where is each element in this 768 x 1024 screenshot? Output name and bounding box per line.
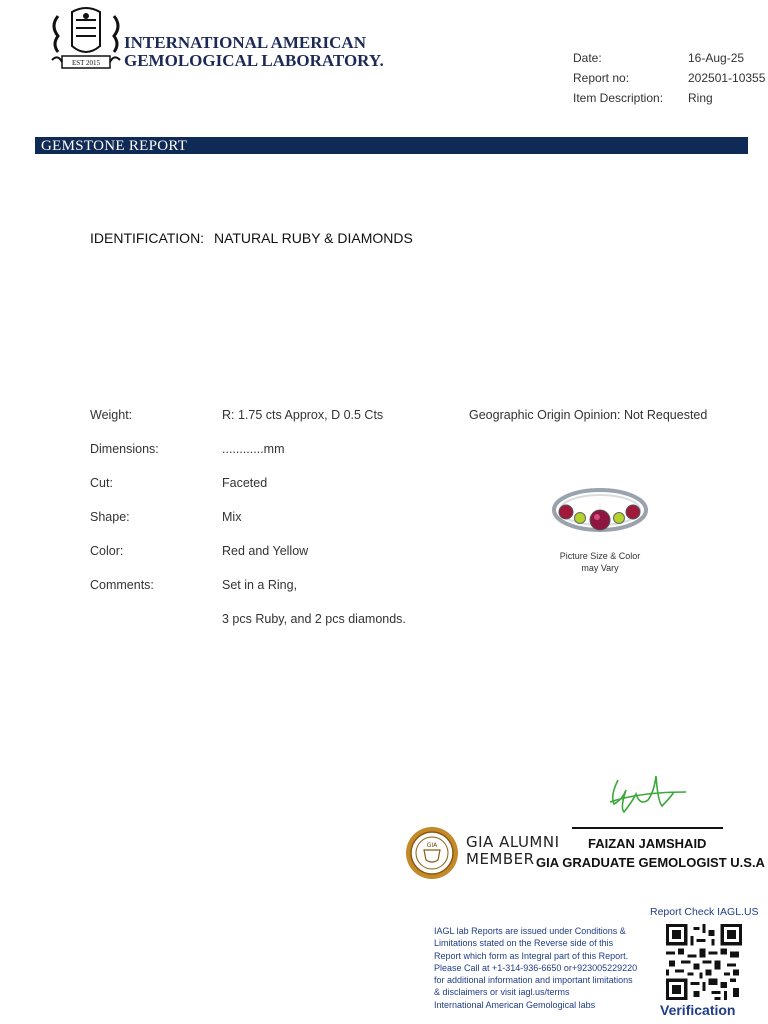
- identification-value: NATURAL RUBY & DIAMONDS: [213, 230, 413, 246]
- disclaimer: [434, 925, 659, 1011]
- qr-code[interactable]: [666, 924, 742, 1000]
- meta-key: Report no:: [573, 71, 630, 85]
- gia-badge-text: GIA: [426, 842, 438, 849]
- meta-key: Item Description:: [573, 91, 664, 105]
- disclaimer-line: for additional information and important limitations: [434, 975, 633, 986]
- disclaimer-line: Please Call at +1-314-936-6650 or+923005229220: [434, 962, 638, 973]
- meta-row-item-description: [573, 88, 765, 108]
- disclaimer-line: IAGL lab Reports are issued under Conditions &: [434, 926, 626, 936]
- identification-label: IDENTIFICATION:: [90, 230, 205, 246]
- banner-title: GEMSTONE REPORT: [41, 138, 188, 154]
- meta-value: 202501-10355: [688, 71, 766, 85]
- geographic-origin: Geographic Origin Opinion: Not Requested: [469, 408, 708, 422]
- signer-name: FAIZAN JAMSHAID: [588, 836, 707, 851]
- disclaimer-line: International American Gemological labs: [434, 999, 596, 1010]
- property-value: ............mm: [222, 442, 285, 456]
- property-value: Faceted: [222, 476, 268, 490]
- property-label: Shape:: [90, 510, 130, 524]
- gia-alumni-badge-icon: [405, 826, 459, 880]
- property-value: Mix: [222, 510, 242, 524]
- signer-title: GIA GRADUATE GEMOLOGIST U.S.A: [536, 855, 765, 870]
- lab-name-line2: GEMOLOGICAL LABORATORY.: [124, 51, 384, 70]
- disclaimer-line: Report which form as Integral part of this Report.: [434, 950, 629, 961]
- property-label: Cut:: [90, 476, 113, 490]
- report-meta: [573, 48, 765, 108]
- property-label: Weight:: [90, 408, 133, 422]
- property-value: R: 1.75 cts Approx, D 0.5 Cts: [222, 408, 384, 422]
- property-value: 3 pcs Ruby, and 2 pcs diamonds.: [222, 612, 406, 626]
- property-value: Red and Yellow: [222, 544, 309, 558]
- lab-name-line1: INTERNATIONAL AMERICAN: [124, 33, 366, 52]
- property-label: Color:: [90, 544, 124, 558]
- gia-line1: GIA ALUMNI: [466, 833, 560, 851]
- verification-label: Verification: [660, 1002, 736, 1018]
- meta-key: Date:: [573, 51, 602, 65]
- disclaimer-line: Limitations stated on the Reverse side of this: [434, 938, 614, 949]
- meta-value: 16-Aug-25: [688, 51, 745, 65]
- picture-note-line2: may Vary: [581, 563, 619, 573]
- lab-crest-logo-icon: [48, 6, 124, 72]
- picture-note-line1: Picture Size & Color: [559, 551, 641, 561]
- property-label: Dimensions:: [90, 442, 159, 456]
- crest-est-text: EST 2015: [71, 59, 101, 67]
- picture-note: [535, 550, 665, 574]
- property-value: Set in a Ring,: [222, 578, 298, 592]
- lab-name: [124, 34, 424, 70]
- gia-line2: MEMBER: [466, 850, 535, 868]
- report-check-link[interactable]: Report Check IAGL.US: [650, 906, 759, 918]
- meta-row-date: [573, 48, 765, 68]
- meta-value: Ring: [688, 91, 713, 105]
- gia-alumni-text: [466, 834, 560, 868]
- meta-row-report-no: [573, 68, 765, 88]
- report-banner: [35, 137, 748, 154]
- ring-photo: [552, 484, 652, 540]
- identification: [90, 230, 413, 246]
- property-label: Comments:: [90, 578, 154, 592]
- disclaimer-line: & disclaimers or visit iagl.us/terms: [434, 987, 570, 998]
- signature: [600, 772, 690, 822]
- signature-line: [572, 827, 723, 829]
